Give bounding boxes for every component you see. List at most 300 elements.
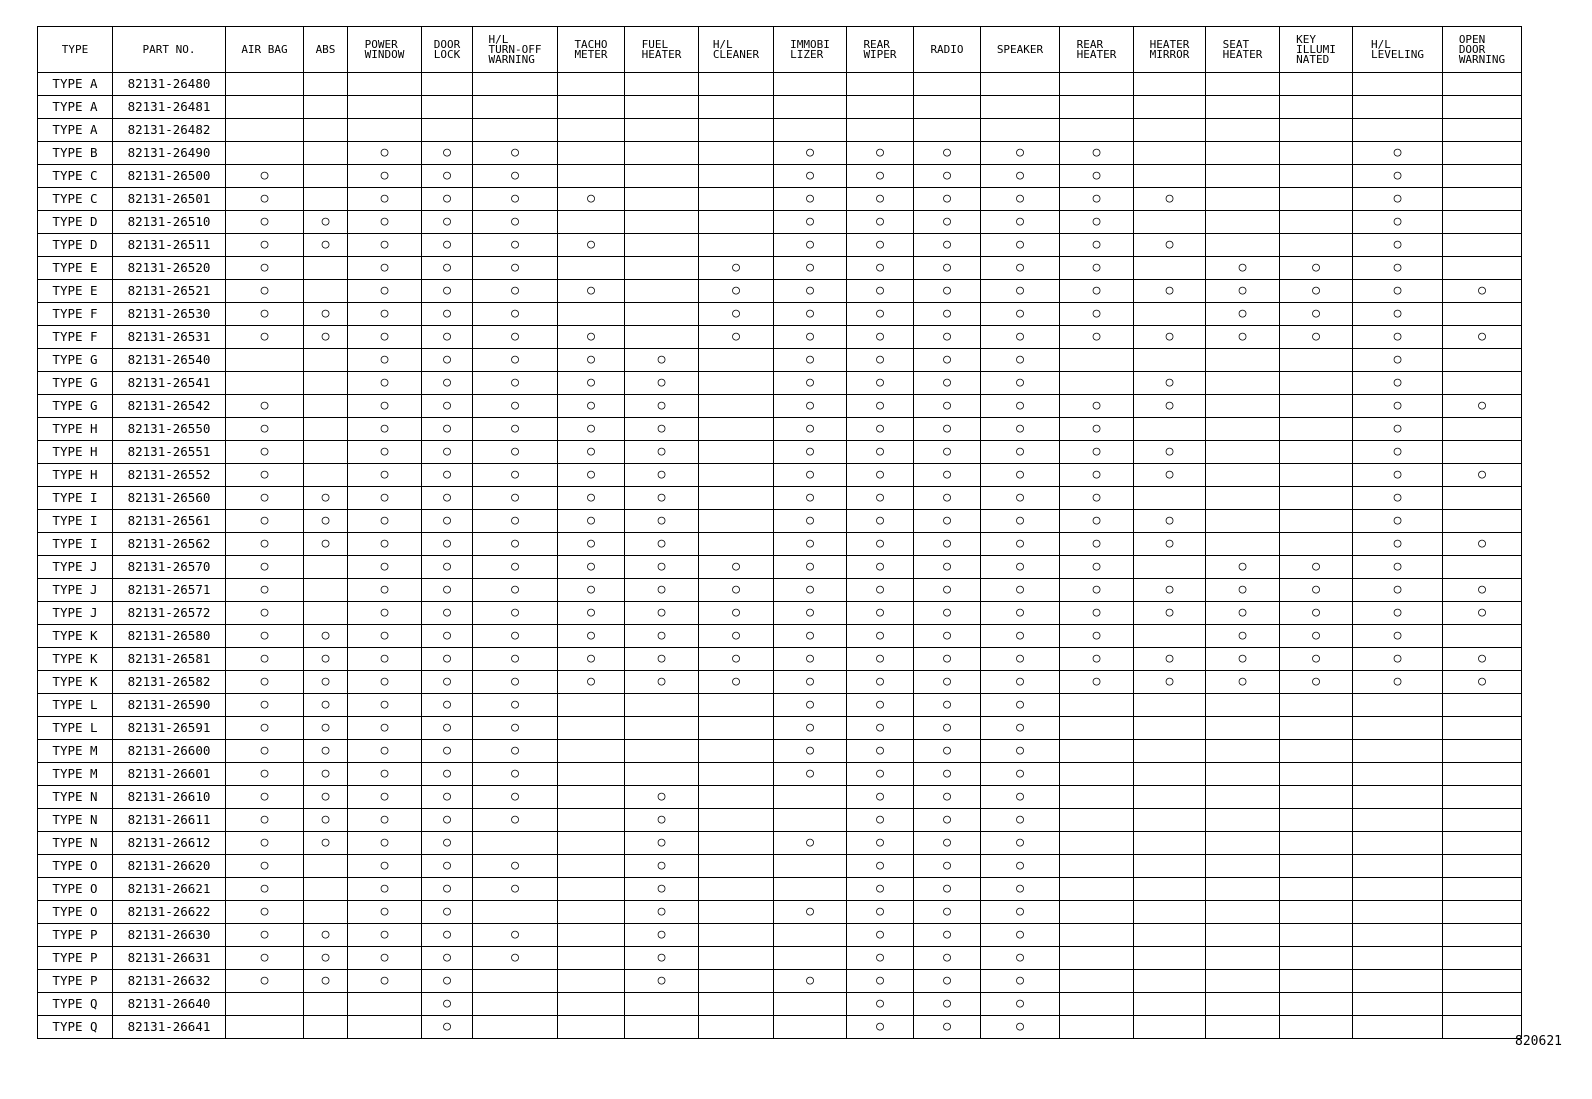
empty-cell bbox=[1134, 303, 1206, 326]
empty-cell bbox=[1443, 487, 1522, 510]
empty-cell bbox=[914, 73, 981, 96]
option-mark: ○ bbox=[625, 579, 699, 602]
empty-cell bbox=[699, 832, 774, 855]
empty-cell bbox=[473, 901, 558, 924]
table-row bbox=[38, 763, 1522, 786]
type-cell: TYPE O bbox=[38, 901, 113, 924]
option-mark: ○ bbox=[847, 625, 914, 648]
option-mark: ○ bbox=[422, 740, 473, 763]
option-mark: ○ bbox=[1443, 671, 1522, 694]
option-mark: ○ bbox=[981, 349, 1060, 372]
empty-cell bbox=[1060, 119, 1134, 142]
empty-cell bbox=[1206, 740, 1280, 763]
option-mark: ○ bbox=[226, 648, 304, 671]
option-mark: ○ bbox=[348, 602, 422, 625]
empty-cell bbox=[1206, 947, 1280, 970]
empty-cell bbox=[625, 280, 699, 303]
option-mark: ○ bbox=[1060, 625, 1134, 648]
option-mark: ○ bbox=[473, 395, 558, 418]
option-mark: ○ bbox=[981, 464, 1060, 487]
option-mark: ○ bbox=[422, 556, 473, 579]
option-mark: ○ bbox=[226, 579, 304, 602]
option-mark: ○ bbox=[422, 993, 473, 1016]
empty-cell bbox=[1060, 901, 1134, 924]
column-header bbox=[699, 27, 774, 73]
option-mark: ○ bbox=[847, 809, 914, 832]
option-mark: ○ bbox=[1206, 625, 1280, 648]
option-mark: ○ bbox=[914, 970, 981, 993]
empty-cell bbox=[699, 993, 774, 1016]
option-mark: ○ bbox=[226, 924, 304, 947]
option-mark: ○ bbox=[1353, 303, 1443, 326]
option-mark: ○ bbox=[981, 809, 1060, 832]
empty-cell bbox=[699, 809, 774, 832]
empty-cell bbox=[1134, 855, 1206, 878]
part-number-cell: 82131-26622 bbox=[113, 901, 226, 924]
option-mark: ○ bbox=[226, 625, 304, 648]
type-cell: TYPE B bbox=[38, 142, 113, 165]
column-header bbox=[1206, 27, 1280, 73]
option-mark: ○ bbox=[774, 901, 847, 924]
part-number-cell: 82131-26631 bbox=[113, 947, 226, 970]
empty-cell bbox=[1443, 924, 1522, 947]
table-body bbox=[38, 73, 1522, 1039]
empty-cell bbox=[1443, 372, 1522, 395]
empty-cell bbox=[1206, 188, 1280, 211]
option-mark: ○ bbox=[558, 671, 625, 694]
option-mark: ○ bbox=[473, 234, 558, 257]
empty-cell bbox=[774, 947, 847, 970]
column-header-label: H/L CLEANER bbox=[712, 37, 760, 61]
option-mark: ○ bbox=[473, 648, 558, 671]
part-number-cell: 82131-26641 bbox=[113, 1016, 226, 1039]
column-header-label: SPEAKER bbox=[996, 42, 1044, 56]
empty-cell bbox=[1134, 878, 1206, 901]
option-mark: ○ bbox=[847, 165, 914, 188]
table-row bbox=[38, 303, 1522, 326]
empty-cell bbox=[558, 809, 625, 832]
option-mark: ○ bbox=[1134, 648, 1206, 671]
empty-cell bbox=[699, 924, 774, 947]
table-row bbox=[38, 372, 1522, 395]
option-mark: ○ bbox=[226, 326, 304, 349]
type-cell: TYPE E bbox=[38, 257, 113, 280]
part-number-cell: 82131-26481 bbox=[113, 96, 226, 119]
option-mark: ○ bbox=[914, 280, 981, 303]
empty-cell bbox=[1060, 740, 1134, 763]
option-mark: ○ bbox=[1206, 303, 1280, 326]
option-mark: ○ bbox=[473, 142, 558, 165]
option-mark: ○ bbox=[625, 924, 699, 947]
option-mark: ○ bbox=[1280, 602, 1353, 625]
option-mark: ○ bbox=[558, 188, 625, 211]
option-mark: ○ bbox=[422, 809, 473, 832]
column-header bbox=[774, 27, 847, 73]
option-mark: ○ bbox=[1060, 510, 1134, 533]
option-mark: ○ bbox=[981, 533, 1060, 556]
parts-option-table bbox=[37, 26, 1522, 1039]
option-mark: ○ bbox=[1060, 602, 1134, 625]
table-row bbox=[38, 510, 1522, 533]
option-mark: ○ bbox=[473, 855, 558, 878]
option-mark: ○ bbox=[981, 280, 1060, 303]
option-mark: ○ bbox=[774, 464, 847, 487]
column-header bbox=[1353, 27, 1443, 73]
option-mark: ○ bbox=[914, 602, 981, 625]
option-mark: ○ bbox=[625, 349, 699, 372]
option-mark: ○ bbox=[981, 625, 1060, 648]
option-mark: ○ bbox=[847, 418, 914, 441]
option-mark: ○ bbox=[847, 1016, 914, 1039]
option-mark: ○ bbox=[422, 786, 473, 809]
option-mark: ○ bbox=[1280, 556, 1353, 579]
option-mark: ○ bbox=[348, 211, 422, 234]
empty-cell bbox=[1280, 740, 1353, 763]
option-mark: ○ bbox=[422, 326, 473, 349]
option-mark: ○ bbox=[981, 717, 1060, 740]
empty-cell bbox=[1060, 832, 1134, 855]
table-row bbox=[38, 188, 1522, 211]
empty-cell bbox=[1060, 694, 1134, 717]
empty-cell bbox=[1206, 855, 1280, 878]
type-cell: TYPE Q bbox=[38, 993, 113, 1016]
option-mark: ○ bbox=[625, 855, 699, 878]
empty-cell bbox=[1443, 878, 1522, 901]
option-mark: ○ bbox=[558, 510, 625, 533]
empty-cell bbox=[625, 188, 699, 211]
option-mark: ○ bbox=[1353, 533, 1443, 556]
empty-cell bbox=[348, 96, 422, 119]
part-number-cell: 82131-26541 bbox=[113, 372, 226, 395]
empty-cell bbox=[1443, 625, 1522, 648]
option-mark: ○ bbox=[981, 372, 1060, 395]
empty-cell bbox=[558, 901, 625, 924]
option-mark: ○ bbox=[422, 165, 473, 188]
column-header bbox=[914, 27, 981, 73]
option-mark: ○ bbox=[847, 740, 914, 763]
option-mark: ○ bbox=[304, 326, 348, 349]
option-mark: ○ bbox=[981, 924, 1060, 947]
type-cell: TYPE E bbox=[38, 280, 113, 303]
table-row bbox=[38, 487, 1522, 510]
option-mark: ○ bbox=[422, 211, 473, 234]
option-mark: ○ bbox=[1353, 418, 1443, 441]
header-row bbox=[38, 27, 1522, 73]
option-mark: ○ bbox=[981, 832, 1060, 855]
option-mark: ○ bbox=[914, 165, 981, 188]
empty-cell bbox=[1206, 809, 1280, 832]
option-mark: ○ bbox=[473, 441, 558, 464]
type-cell: TYPE A bbox=[38, 119, 113, 142]
empty-cell bbox=[1443, 73, 1522, 96]
option-mark: ○ bbox=[226, 947, 304, 970]
option-mark: ○ bbox=[473, 510, 558, 533]
empty-cell bbox=[1134, 809, 1206, 832]
option-mark: ○ bbox=[914, 694, 981, 717]
option-mark: ○ bbox=[422, 763, 473, 786]
column-header-label: KEY ILLUMI NATED bbox=[1296, 32, 1336, 66]
table-row bbox=[38, 280, 1522, 303]
option-mark: ○ bbox=[1280, 303, 1353, 326]
option-mark: ○ bbox=[558, 648, 625, 671]
option-mark: ○ bbox=[304, 211, 348, 234]
option-mark: ○ bbox=[1353, 326, 1443, 349]
type-cell: TYPE I bbox=[38, 487, 113, 510]
empty-cell bbox=[699, 510, 774, 533]
option-mark: ○ bbox=[625, 671, 699, 694]
option-mark: ○ bbox=[625, 602, 699, 625]
empty-cell bbox=[1206, 211, 1280, 234]
option-mark: ○ bbox=[304, 740, 348, 763]
option-mark: ○ bbox=[1280, 671, 1353, 694]
option-mark: ○ bbox=[981, 648, 1060, 671]
empty-cell bbox=[304, 395, 348, 418]
empty-cell bbox=[1280, 464, 1353, 487]
empty-cell bbox=[1134, 763, 1206, 786]
table-row bbox=[38, 211, 1522, 234]
empty-cell bbox=[1134, 142, 1206, 165]
empty-cell bbox=[558, 165, 625, 188]
empty-cell bbox=[1134, 211, 1206, 234]
option-mark: ○ bbox=[348, 832, 422, 855]
option-mark: ○ bbox=[422, 280, 473, 303]
option-mark: ○ bbox=[226, 556, 304, 579]
option-mark: ○ bbox=[422, 947, 473, 970]
type-cell: TYPE C bbox=[38, 188, 113, 211]
option-mark: ○ bbox=[1353, 625, 1443, 648]
option-mark: ○ bbox=[422, 303, 473, 326]
option-mark: ○ bbox=[981, 257, 1060, 280]
option-mark: ○ bbox=[226, 763, 304, 786]
empty-cell bbox=[625, 694, 699, 717]
option-mark: ○ bbox=[348, 878, 422, 901]
option-mark: ○ bbox=[1280, 579, 1353, 602]
column-header bbox=[625, 27, 699, 73]
option-mark: ○ bbox=[1353, 372, 1443, 395]
empty-cell bbox=[1280, 809, 1353, 832]
option-mark: ○ bbox=[847, 671, 914, 694]
option-mark: ○ bbox=[422, 648, 473, 671]
option-mark: ○ bbox=[914, 142, 981, 165]
option-mark: ○ bbox=[473, 211, 558, 234]
option-mark: ○ bbox=[1060, 533, 1134, 556]
part-number-cell: 82131-26590 bbox=[113, 694, 226, 717]
empty-cell bbox=[1206, 441, 1280, 464]
option-mark: ○ bbox=[226, 533, 304, 556]
option-mark: ○ bbox=[1353, 579, 1443, 602]
empty-cell bbox=[1353, 96, 1443, 119]
option-mark: ○ bbox=[1060, 257, 1134, 280]
empty-cell bbox=[1060, 947, 1134, 970]
empty-cell bbox=[1353, 763, 1443, 786]
empty-cell bbox=[226, 372, 304, 395]
table-row bbox=[38, 142, 1522, 165]
part-number-cell: 82131-26601 bbox=[113, 763, 226, 786]
option-mark: ○ bbox=[422, 234, 473, 257]
empty-cell bbox=[1353, 809, 1443, 832]
option-mark: ○ bbox=[304, 234, 348, 257]
option-mark: ○ bbox=[1060, 280, 1134, 303]
option-mark: ○ bbox=[625, 809, 699, 832]
option-mark: ○ bbox=[914, 487, 981, 510]
option-mark: ○ bbox=[625, 464, 699, 487]
type-cell: TYPE J bbox=[38, 579, 113, 602]
table-row bbox=[38, 901, 1522, 924]
option-mark: ○ bbox=[774, 694, 847, 717]
empty-cell bbox=[981, 73, 1060, 96]
empty-cell bbox=[1206, 763, 1280, 786]
empty-cell bbox=[1443, 303, 1522, 326]
empty-cell bbox=[1353, 878, 1443, 901]
option-mark: ○ bbox=[226, 671, 304, 694]
option-mark: ○ bbox=[914, 763, 981, 786]
empty-cell bbox=[1206, 487, 1280, 510]
empty-cell bbox=[625, 717, 699, 740]
option-mark: ○ bbox=[226, 740, 304, 763]
option-mark: ○ bbox=[1280, 257, 1353, 280]
option-mark: ○ bbox=[1134, 280, 1206, 303]
option-mark: ○ bbox=[348, 349, 422, 372]
empty-cell bbox=[1443, 441, 1522, 464]
empty-cell bbox=[348, 73, 422, 96]
option-mark: ○ bbox=[226, 602, 304, 625]
empty-cell bbox=[558, 257, 625, 280]
empty-cell bbox=[699, 441, 774, 464]
empty-cell bbox=[1206, 464, 1280, 487]
option-mark: ○ bbox=[1443, 648, 1522, 671]
empty-cell bbox=[304, 142, 348, 165]
empty-cell bbox=[558, 96, 625, 119]
empty-cell bbox=[1134, 694, 1206, 717]
empty-cell bbox=[699, 1016, 774, 1039]
option-mark: ○ bbox=[847, 142, 914, 165]
option-mark: ○ bbox=[847, 878, 914, 901]
option-mark: ○ bbox=[422, 533, 473, 556]
empty-cell bbox=[699, 970, 774, 993]
empty-cell bbox=[1443, 188, 1522, 211]
type-cell: TYPE C bbox=[38, 165, 113, 188]
option-mark: ○ bbox=[914, 326, 981, 349]
empty-cell bbox=[699, 96, 774, 119]
type-cell: TYPE L bbox=[38, 694, 113, 717]
empty-cell bbox=[1134, 901, 1206, 924]
type-cell: TYPE J bbox=[38, 556, 113, 579]
empty-cell bbox=[1134, 993, 1206, 1016]
empty-cell bbox=[558, 1016, 625, 1039]
table-row bbox=[38, 924, 1522, 947]
empty-cell bbox=[1060, 809, 1134, 832]
option-mark: ○ bbox=[625, 832, 699, 855]
option-mark: ○ bbox=[914, 349, 981, 372]
option-mark: ○ bbox=[774, 970, 847, 993]
empty-cell bbox=[1206, 96, 1280, 119]
option-mark: ○ bbox=[1353, 211, 1443, 234]
empty-cell bbox=[774, 809, 847, 832]
option-mark: ○ bbox=[226, 487, 304, 510]
option-mark: ○ bbox=[914, 257, 981, 280]
column-header-label: TACHO METER bbox=[574, 37, 608, 61]
option-mark: ○ bbox=[473, 257, 558, 280]
option-mark: ○ bbox=[1443, 395, 1522, 418]
empty-cell bbox=[1280, 694, 1353, 717]
option-mark: ○ bbox=[847, 464, 914, 487]
empty-cell bbox=[1060, 855, 1134, 878]
table-row bbox=[38, 947, 1522, 970]
option-mark: ○ bbox=[348, 970, 422, 993]
empty-cell bbox=[1280, 510, 1353, 533]
type-cell: TYPE H bbox=[38, 441, 113, 464]
option-mark: ○ bbox=[422, 579, 473, 602]
option-mark: ○ bbox=[625, 970, 699, 993]
option-mark: ○ bbox=[422, 970, 473, 993]
part-number-cell: 82131-26562 bbox=[113, 533, 226, 556]
option-mark: ○ bbox=[699, 579, 774, 602]
option-mark: ○ bbox=[699, 625, 774, 648]
empty-cell bbox=[1353, 901, 1443, 924]
option-mark: ○ bbox=[304, 763, 348, 786]
table-row bbox=[38, 648, 1522, 671]
empty-cell bbox=[1353, 855, 1443, 878]
option-mark: ○ bbox=[304, 625, 348, 648]
column-header bbox=[226, 27, 304, 73]
option-mark: ○ bbox=[304, 694, 348, 717]
option-mark: ○ bbox=[847, 832, 914, 855]
option-mark: ○ bbox=[914, 441, 981, 464]
option-mark: ○ bbox=[348, 671, 422, 694]
option-mark: ○ bbox=[914, 855, 981, 878]
table-row bbox=[38, 96, 1522, 119]
empty-cell bbox=[1206, 165, 1280, 188]
option-mark: ○ bbox=[847, 786, 914, 809]
option-mark: ○ bbox=[847, 303, 914, 326]
empty-cell bbox=[699, 372, 774, 395]
option-mark: ○ bbox=[847, 924, 914, 947]
option-mark: ○ bbox=[304, 303, 348, 326]
option-mark: ○ bbox=[1353, 280, 1443, 303]
empty-cell bbox=[558, 786, 625, 809]
empty-cell bbox=[625, 326, 699, 349]
option-mark: ○ bbox=[422, 694, 473, 717]
empty-cell bbox=[1060, 349, 1134, 372]
empty-cell bbox=[304, 464, 348, 487]
type-cell: TYPE N bbox=[38, 786, 113, 809]
option-mark: ○ bbox=[981, 556, 1060, 579]
option-mark: ○ bbox=[699, 602, 774, 625]
option-mark: ○ bbox=[348, 418, 422, 441]
empty-cell bbox=[774, 855, 847, 878]
option-mark: ○ bbox=[348, 464, 422, 487]
empty-cell bbox=[1134, 165, 1206, 188]
empty-cell bbox=[1353, 73, 1443, 96]
option-mark: ○ bbox=[473, 579, 558, 602]
option-mark: ○ bbox=[422, 464, 473, 487]
type-cell: TYPE O bbox=[38, 855, 113, 878]
part-number-cell: 82131-26600 bbox=[113, 740, 226, 763]
type-cell: TYPE N bbox=[38, 832, 113, 855]
empty-cell bbox=[1443, 349, 1522, 372]
option-mark: ○ bbox=[1353, 349, 1443, 372]
empty-cell bbox=[304, 855, 348, 878]
option-mark: ○ bbox=[847, 602, 914, 625]
option-mark: ○ bbox=[774, 487, 847, 510]
option-mark: ○ bbox=[348, 740, 422, 763]
option-mark: ○ bbox=[226, 418, 304, 441]
empty-cell bbox=[558, 878, 625, 901]
option-mark: ○ bbox=[774, 349, 847, 372]
option-mark: ○ bbox=[914, 372, 981, 395]
table-row bbox=[38, 694, 1522, 717]
option-mark: ○ bbox=[226, 717, 304, 740]
